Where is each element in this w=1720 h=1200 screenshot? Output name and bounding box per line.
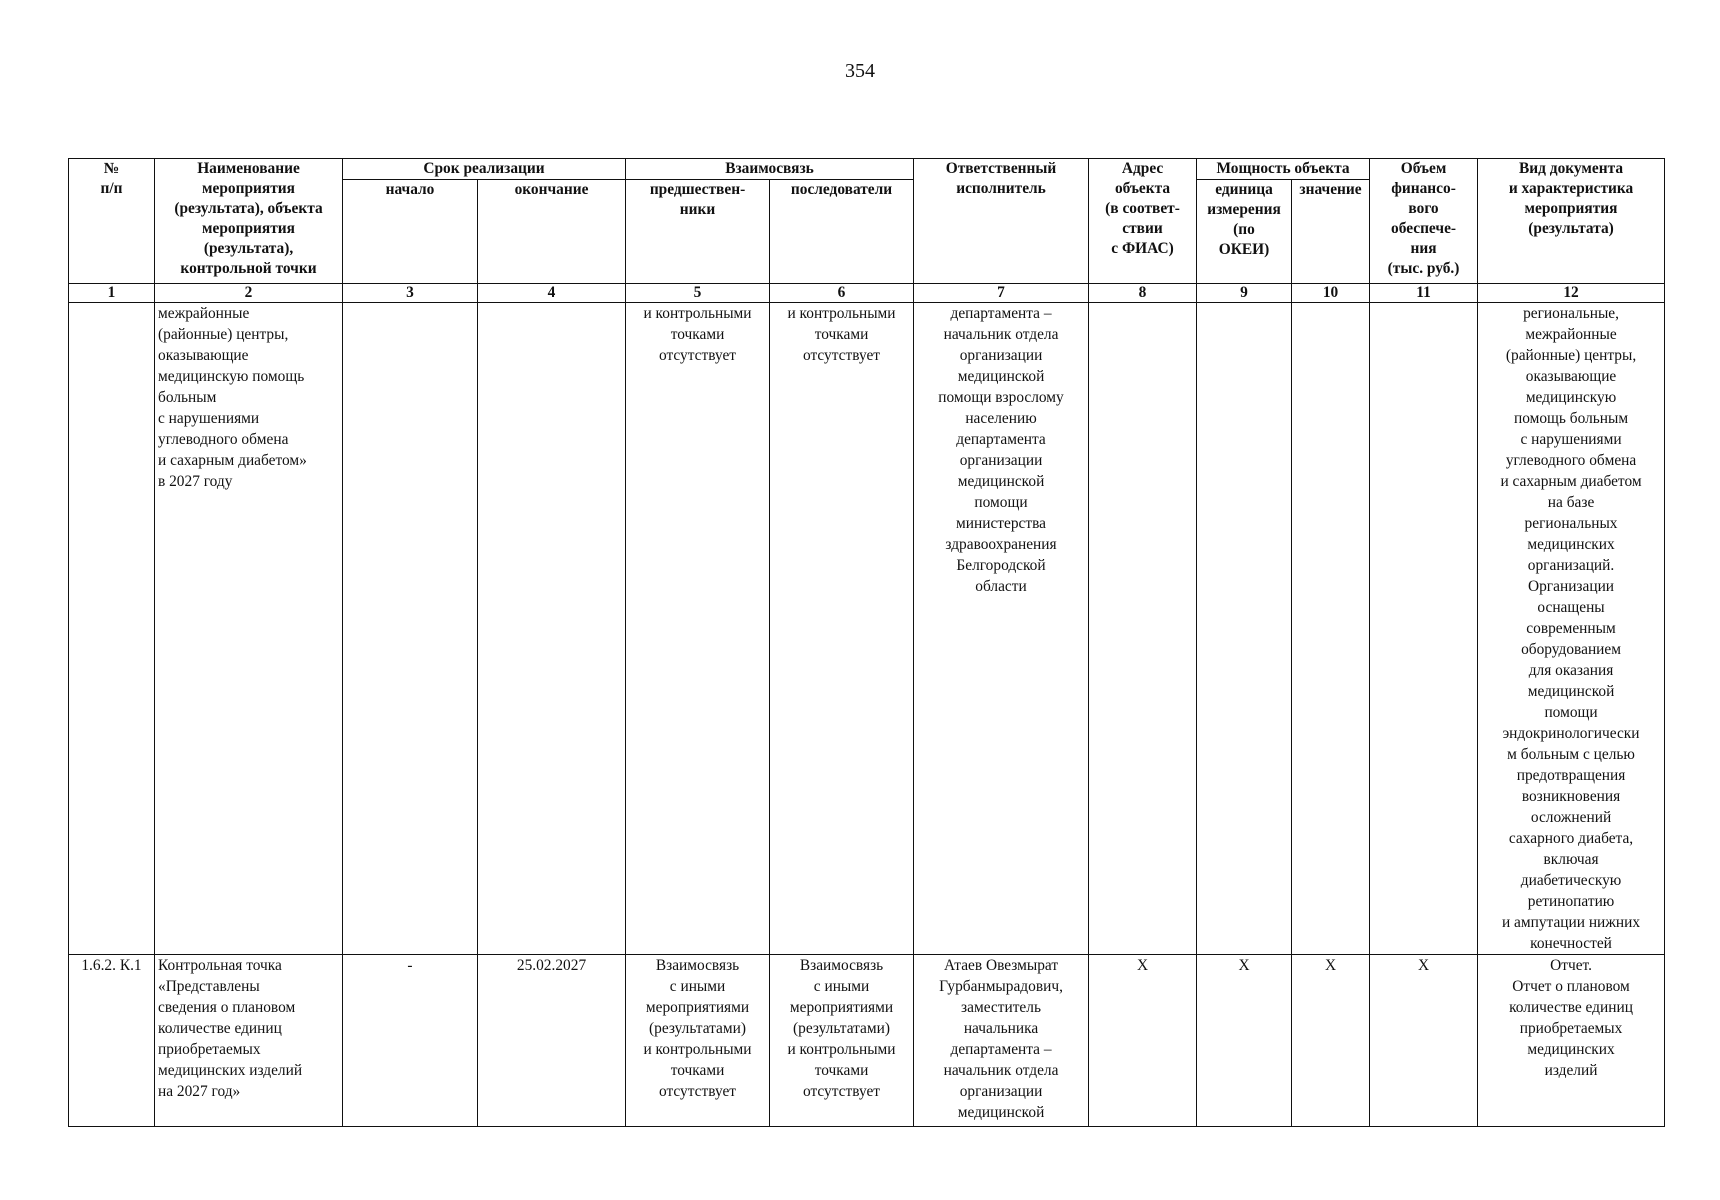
column-number: 7 (914, 284, 1089, 303)
page-number: 354 (845, 60, 875, 82)
column-number: 9 (1197, 284, 1292, 303)
cell-name: межрайонные (районные) центры, оказывающие медицинскую помощь больным с нарушениями углеводного обмена и сахарным диабетом» в 2027 году (155, 303, 343, 955)
table-row (69, 303, 1665, 955)
cell-doc: Отчет. Отчет о плановом количестве единиц приобретаемых медицинских изделий (1478, 955, 1665, 1127)
cell-funding: Х (1370, 955, 1478, 1127)
column-number: 8 (1089, 284, 1197, 303)
column-number: 10 (1292, 284, 1370, 303)
cell-value (1292, 303, 1370, 955)
header-num: № п/п (69, 159, 155, 284)
header-capacity: Мощность объекта (1197, 159, 1370, 180)
column-number: 11 (1370, 284, 1478, 303)
header-relation: Взаимосвязь (626, 159, 914, 180)
cell-value: Х (1292, 955, 1370, 1127)
column-number: 2 (155, 284, 343, 303)
events-table (68, 158, 1665, 1127)
cell-predecessors: и контрольными точками отсутствует (626, 303, 770, 955)
header-address: Адрес объекта (в соответ- ствии с ФИАС) (1089, 159, 1197, 284)
header-funding: Объем финансо- вого обеспече- ния (тыс. руб.) (1370, 159, 1478, 284)
cell-name: Контрольная точка «Представлены сведения о плановом количестве единиц приобретаемых медицинских изделий на 2027 год» (155, 955, 343, 1127)
column-number: 4 (478, 284, 626, 303)
header-responsible: Ответственный исполнитель (914, 159, 1089, 284)
header-predecessors: предшествен- ники (626, 180, 770, 284)
header-period: Срок реализации (343, 159, 626, 180)
cell-responsible: Атаев Овезмырат Гурбанмырадович, заместитель начальника департамента – начальник отдела организации медицинской (914, 955, 1089, 1127)
cell-unit (1197, 303, 1292, 955)
cell-num (69, 303, 155, 955)
cell-unit: Х (1197, 955, 1292, 1127)
cell-num: 1.6.2. К.1 (69, 955, 155, 1127)
cell-start (343, 303, 478, 955)
header-period-start: начало (343, 180, 478, 284)
column-number: 1 (69, 284, 155, 303)
header-value: значение (1292, 180, 1370, 284)
header-name: Наименование мероприятия (результата), объекта мероприятия (результата), контрольной точки (155, 159, 343, 284)
header-doc-type: Вид документа и характеристика мероприятия (результата) (1478, 159, 1665, 284)
column-number: 6 (770, 284, 914, 303)
column-number: 12 (1478, 284, 1665, 303)
cell-successors: и контрольными точками отсутствует (770, 303, 914, 955)
column-numbers-row (69, 284, 1665, 303)
column-number: 3 (343, 284, 478, 303)
column-number: 5 (626, 284, 770, 303)
cell-doc: региональные, межрайонные (районные) центры, оказывающие медицинскую помощь больным с нарушениями углеводного обмена и сахарным диабетом на базе региональных медицинских организаций. Организации оснащены современным оборудованием для оказания медицинской помощи эндокринологически м больным с целью предотвращения возникновения осложнений сахарного диабета, включая диабетическую ретинопатию и ампутации нижних конечностей (1478, 303, 1665, 955)
cell-start: - (343, 955, 478, 1127)
cell-funding (1370, 303, 1478, 955)
header-unit: единица измерения (по ОКЕИ) (1197, 180, 1292, 284)
cell-responsible: департамента – начальник отдела организации медицинской помощи взрослому населению департамента организации медицинской помощи министерства здравоохранения Белгородской области (914, 303, 1089, 955)
header-period-end: окончание (478, 180, 626, 284)
header-successors: последователи (770, 180, 914, 284)
cell-end (478, 303, 626, 955)
cell-successors: Взаимосвязь с иными мероприятиями (результатами) и контрольными точками отсутствует (770, 955, 914, 1127)
cell-address: Х (1089, 955, 1197, 1127)
table-row (69, 955, 1665, 1127)
cell-end: 25.02.2027 (478, 955, 626, 1127)
cell-address (1089, 303, 1197, 955)
cell-predecessors: Взаимосвязь с иными мероприятиями (результатами) и контрольными точками отсутствует (626, 955, 770, 1127)
